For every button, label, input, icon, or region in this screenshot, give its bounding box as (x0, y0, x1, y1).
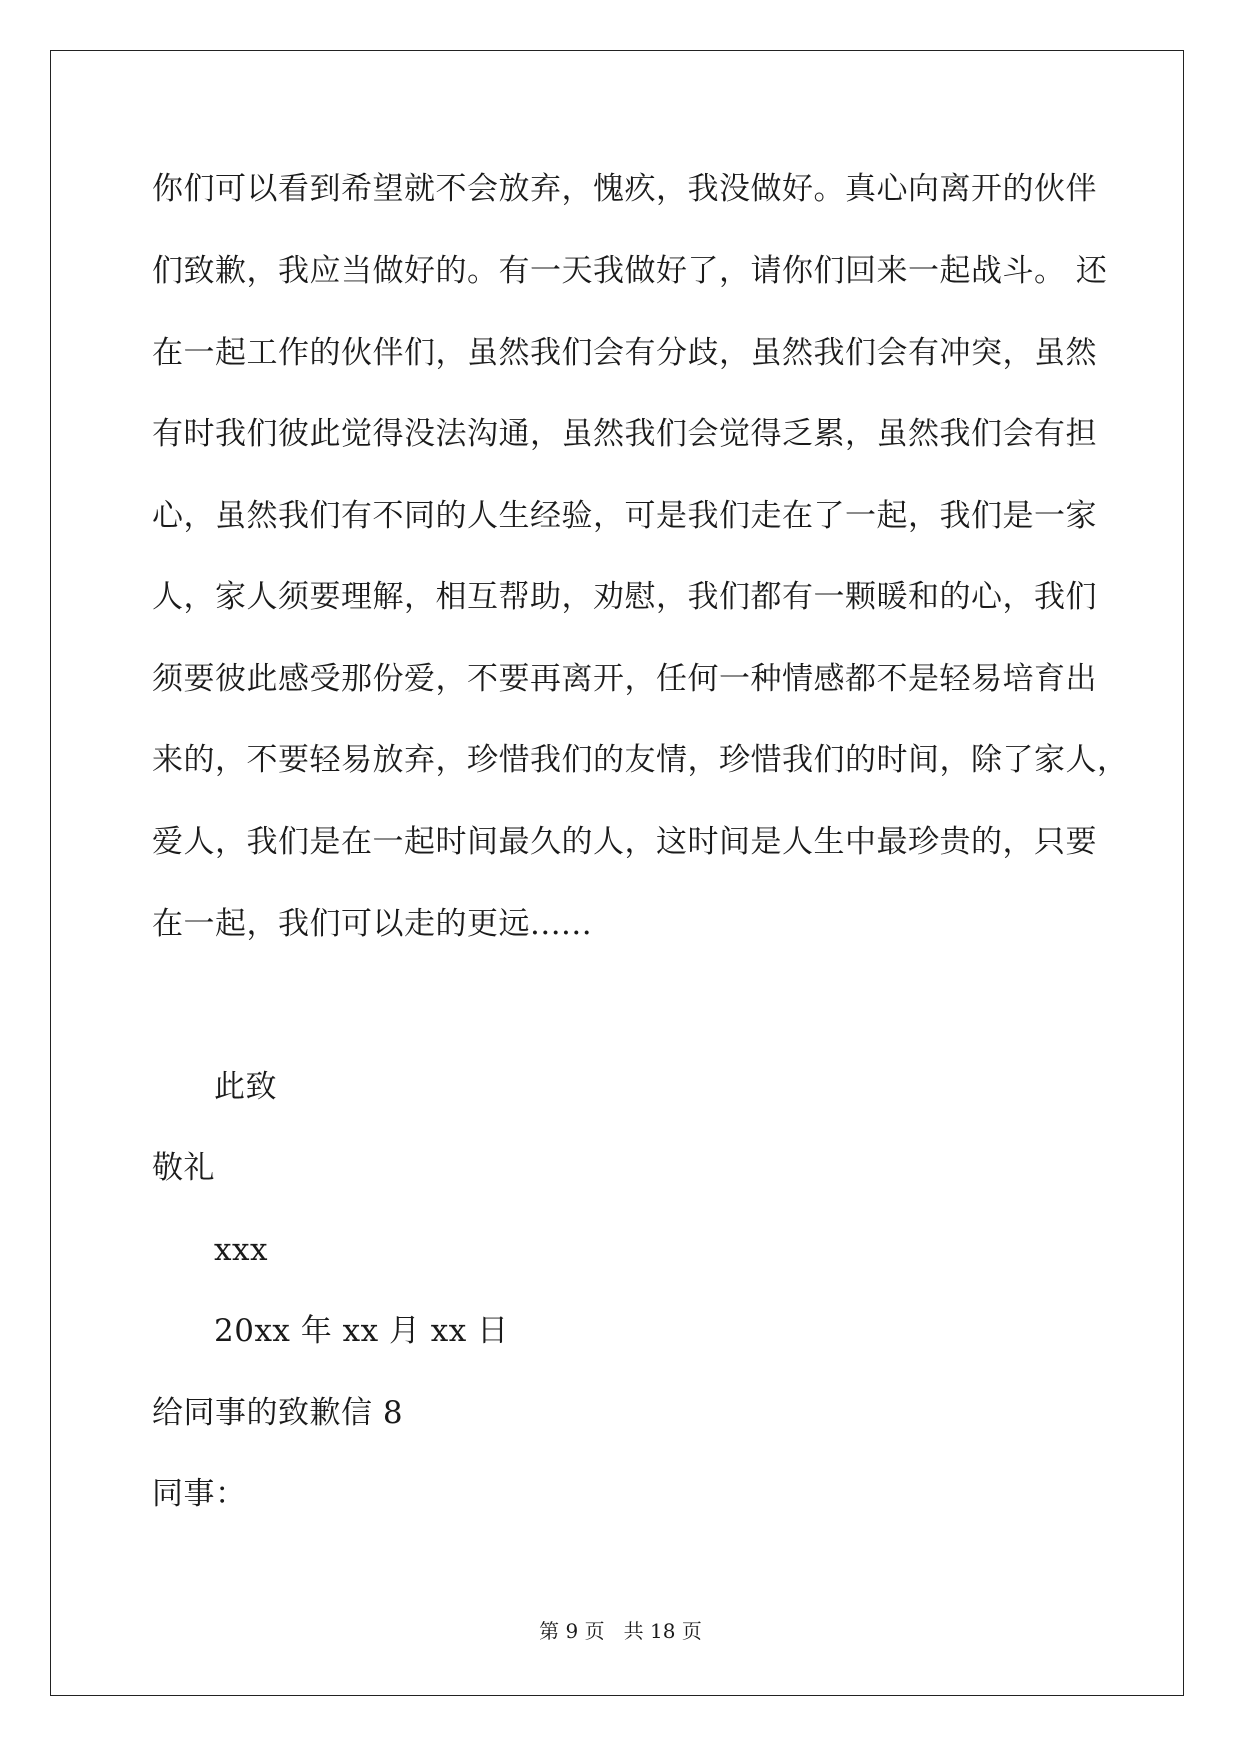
paragraph-line: 有时我们彼此觉得没法沟通，虽然我们会觉得乏累，虽然我们会有担 (152, 416, 1097, 452)
paragraph-line: 须要彼此感受那份爱，不要再离开，任何一种情感都不是轻易培育出 (152, 661, 1097, 697)
paragraph-line: 在一起，我们可以走的更远...... (152, 906, 593, 942)
paragraph-line: 来的，不要轻易放弃，珍惜我们的友情，珍惜我们的时间，除了家人， (152, 742, 1129, 778)
paragraph-line: 们致歉，我应当做好的。有一天我做好了，请你们回来一起战斗。 还 (152, 253, 1108, 289)
page-border (50, 50, 1184, 1696)
closing-text: 此致 (214, 1069, 277, 1105)
letter-date: 20xx 年 xx 月 xx 日 (214, 1313, 509, 1349)
section-title: 给同事的致歉信 8 (152, 1395, 404, 1431)
paragraph-line: 心，虽然我们有不同的人生经验，可是我们走在了一起，我们是一家 (152, 498, 1097, 534)
paragraph-line: 在一起工作的伙伴们，虽然我们会有分歧，虽然我们会有冲突，虽然 (152, 335, 1097, 371)
paragraph-line: 人，家人须要理解，相互帮助，劝慰，我们都有一颗暖和的心，我们 (152, 579, 1097, 615)
signature: xxx (214, 1232, 268, 1268)
greeting: 同事： (152, 1476, 247, 1512)
salute-text: 敬礼 (152, 1150, 215, 1186)
paragraph-line: 爱人，我们是在一起时间最久的人，这时间是人生中最珍贵的，只要 (152, 824, 1097, 860)
paragraph-line: 你们可以看到希望就不会放弃，愧疚，我没做好。真心向离开的伙伴 (152, 171, 1097, 207)
page-number-footer: 第 9 页 共 18 页 (539, 1619, 702, 1643)
